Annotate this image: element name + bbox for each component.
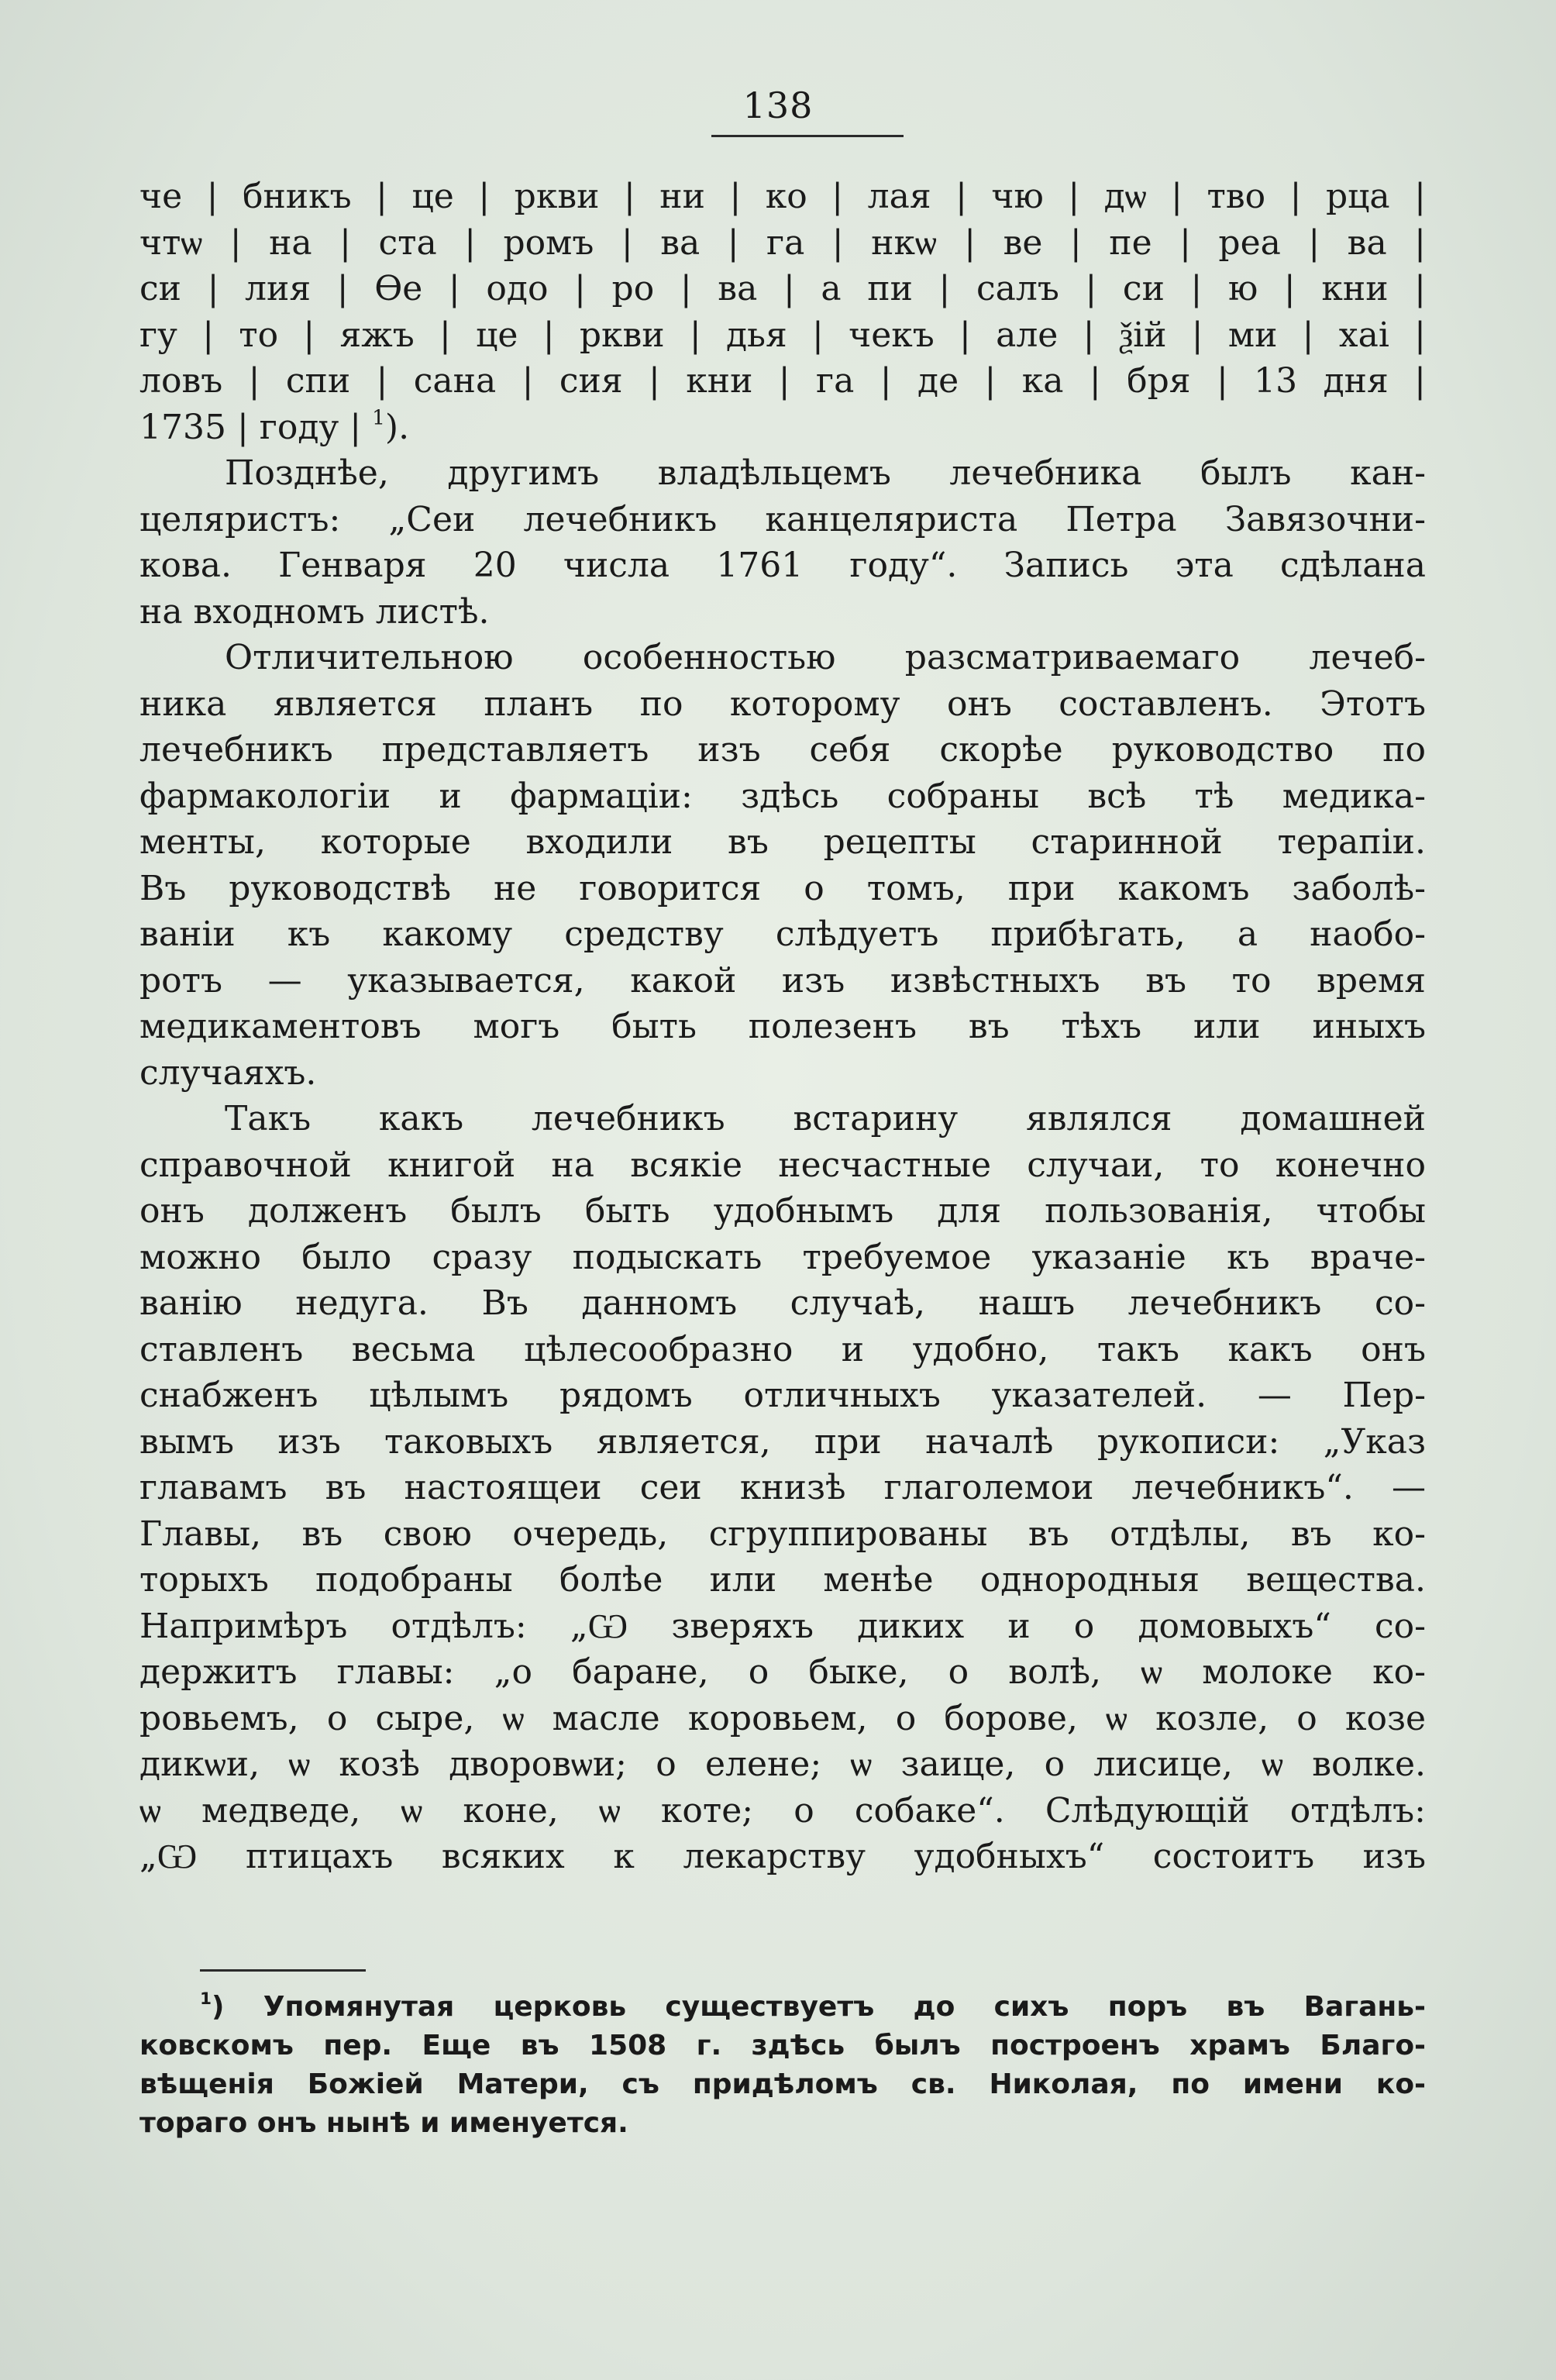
text-line: онъ долженъ былъ быть удобнымъ для пользованія, чтобы — [139, 1191, 1426, 1231]
text-line: Напримѣръ отдѣлъ: „Ѡ зверяхъ диких и о домовыхъ“ со- — [139, 1606, 1426, 1646]
text-line: целяристъ: „Сеи лечебникъ канцеляриста Петра Завязочни- — [139, 499, 1426, 539]
text-line: „Ѡ птицахъ всяких к лекарству удобныхъ“ состоитъ изъ — [139, 1837, 1426, 1876]
text-line: случаяхъ. — [139, 1052, 317, 1093]
text-line: снабженъ цѣлымъ рядомъ отличныхъ указателей. — Пер- — [139, 1376, 1426, 1415]
footnote-line: ) Упомянутая церковь существуетъ до сихъ поръ въ Вагань- — [212, 1991, 1426, 2023]
text-line: держитъ главы: „о баране, о быке, о волѣ, ѡ молоке ко- — [139, 1652, 1426, 1692]
text-line: 1735 | году | — [139, 407, 362, 447]
text-line: ѡ медведе, ѡ коне, ѡ коте; о собаке“. Слѣдующій отдѣлъ: — [139, 1790, 1426, 1831]
text-line: на входномъ листѣ. — [139, 591, 490, 632]
text-line: торыхъ подобраны болѣе или менѣе однородныя вещества. — [139, 1560, 1426, 1600]
text-line: си | лия | Ѳе | одо | ро | ва | а пи | салъ | си | ю | кни | — [139, 269, 1426, 308]
footnotes — [139, 1988, 1426, 2143]
footnote-line: ковскомъ пер. Еще въ 1508 г. здѣсь былъ построенъ храмъ Благо- — [139, 2030, 1426, 2061]
text-line-with-footnote — [139, 405, 1426, 451]
footnote-marker: 1 — [200, 1989, 212, 2009]
text-line: справочной книгой на всякіе несчастные случаи, то конечно — [139, 1145, 1426, 1185]
footnote-separator — [200, 1969, 366, 1972]
text-line: ваніи къ какому средству слѣдуетъ прибѣгать, а наобо- — [139, 914, 1426, 954]
text-line: гу | то | яжъ | це | ркви | дья | чекъ | але | ѯій | ми | хаі | — [139, 315, 1426, 355]
paragraph-start: Отличительною особенностью разсматриваемаго лечеб- — [225, 638, 1426, 677]
text-line: можно было сразу подыскать требуемое указаніе къ враче- — [139, 1237, 1426, 1277]
page-number-rule — [711, 135, 904, 137]
paragraph-start: Позднѣе, другимъ владѣльцемъ лечебника былъ кан- — [225, 453, 1426, 493]
text-line: че | бникъ | це | ркви | ни | ко | лая | чю | дѡ | тво | рца | — [139, 177, 1426, 216]
text-line: ловъ | спи | сана | сия | кни | га | де | ка | бря | 13 дня | — [139, 361, 1426, 401]
text-line: чтѡ | на | ста | ромъ | ва | га | нкѡ | ве | пе | реа | ва | — [139, 222, 1426, 263]
text-line: Въ руководствѣ не говорится о томъ, при какомъ заболѣ- — [139, 868, 1426, 908]
main-text — [139, 174, 1426, 1880]
text-line: ротъ — указывается, какой изъ извѣстныхъ въ то время — [139, 960, 1426, 1001]
text-line: ванію недуга. Въ данномъ случаѣ, нашъ лечебникъ со- — [139, 1283, 1426, 1323]
text-line: главамъ въ настоящеи сеи книзѣ глаголемои лечебникъ“. — — [139, 1468, 1426, 1507]
text-line: дикѡи, ѡ козѣ дворовѡи; о елене; ѡ заице, о лисице, ѡ волке. — [139, 1745, 1426, 1784]
text-line: медикаментовъ могъ быть полезенъ въ тѣхъ или иныхъ — [139, 1007, 1426, 1046]
text-line: Главы, въ свою очередь, сгруппированы въ отдѣлы, въ ко- — [139, 1514, 1426, 1554]
paragraph-start: Такъ какъ лечебникъ встарину являлся домашней — [225, 1099, 1426, 1138]
text-line: лечебникъ представляетъ изъ себя скорѣе руководство по — [139, 730, 1426, 770]
text-line: вымъ изъ таковыхъ является, при началѣ рукописи: „Указ — [139, 1421, 1426, 1462]
text-line: ника является планъ по которому онъ составленъ. Этотъ — [139, 684, 1426, 724]
footnote-line-with-marker — [139, 1988, 1426, 2027]
text-line: ровьемъ, о сыре, ѡ масле коровьем, о борове, ѡ козле, о козе — [139, 1698, 1426, 1738]
text-line-tail: ). — [384, 407, 410, 447]
footnote-reference[interactable]: 1 — [372, 405, 385, 430]
footnote-line: вѣщенія Божіей Матери, съ придѣломъ св. Николая, по имени ко- — [139, 2068, 1426, 2100]
page-number: 138 — [742, 84, 814, 126]
text-line: менты, которые входили въ рецепты старинной терапіи. — [139, 822, 1426, 862]
text-line: кова. Генваря 20 числа 1761 году“. Запись эта сдѣлана — [139, 546, 1426, 585]
footnote-line: тораго онъ нынѣ и именуется. — [139, 2107, 628, 2139]
text-line: фармакологіи и фармаціи: здѣсь собраны всѣ тѣ медика- — [139, 776, 1426, 816]
text-line: ставленъ весьма цѣлесообразно и удобно, такъ какъ онъ — [139, 1329, 1426, 1369]
